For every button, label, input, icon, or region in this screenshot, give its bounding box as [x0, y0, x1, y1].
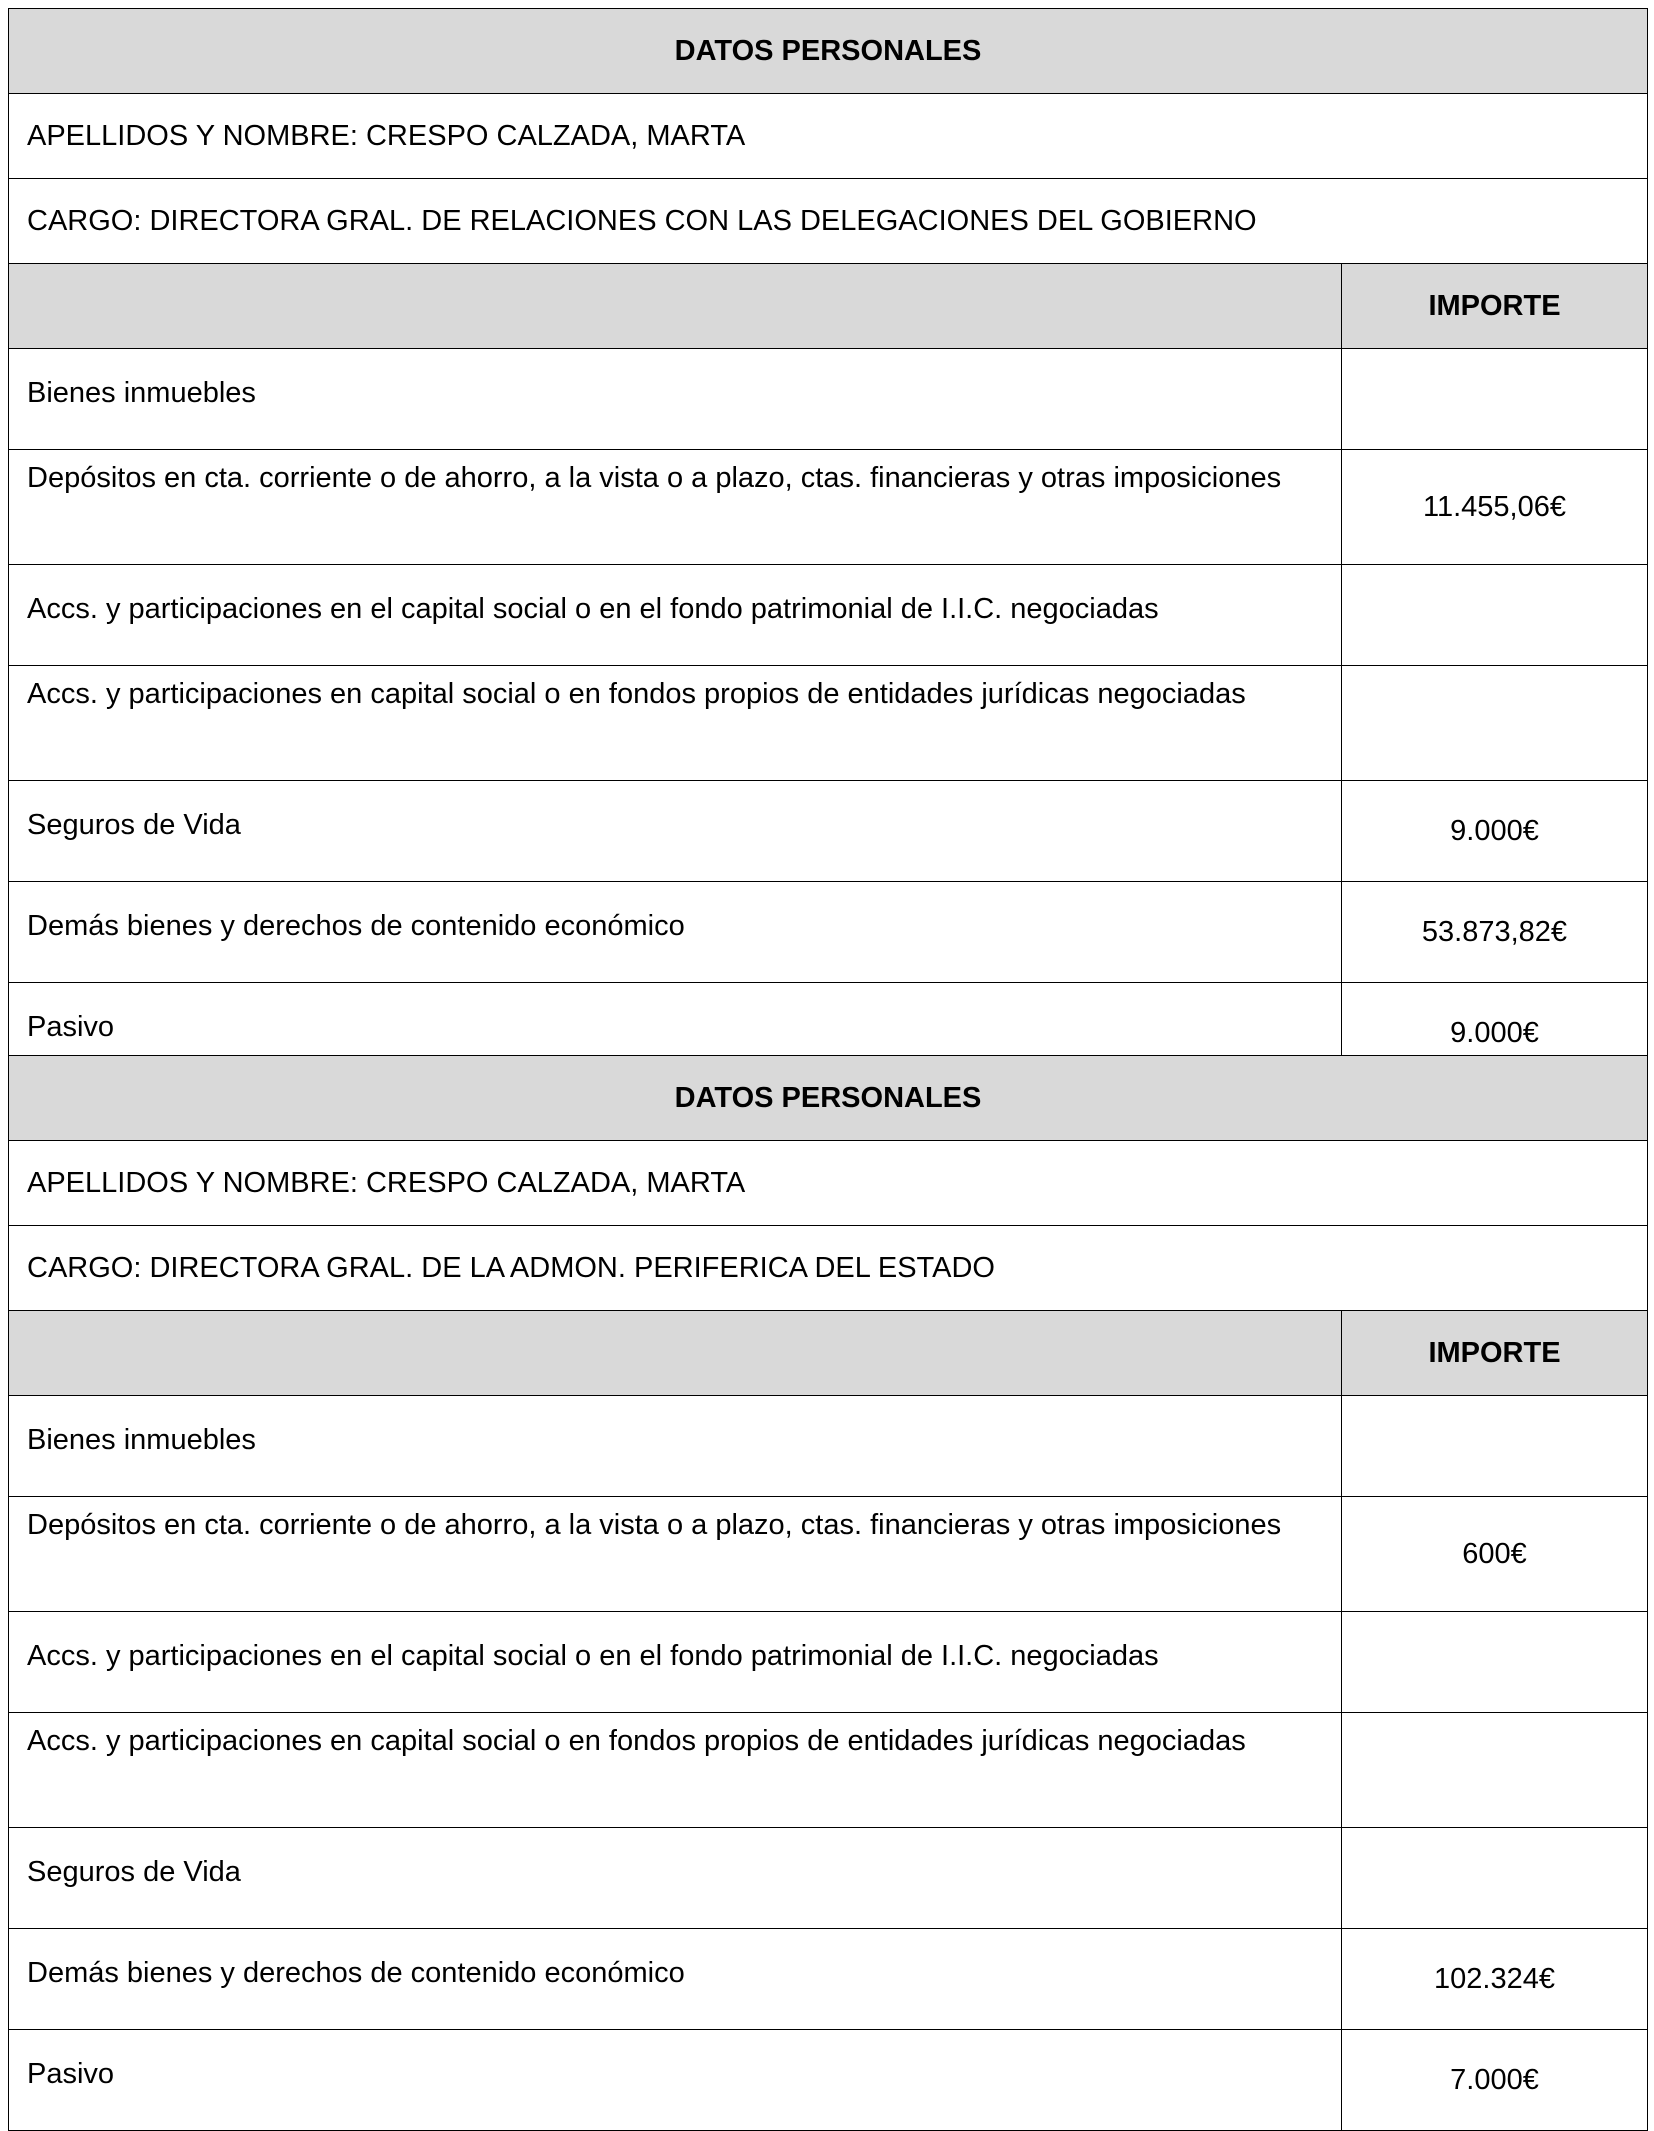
- asset-value-entity-shares: [1342, 1713, 1648, 1828]
- asset-label-real-estate: Bienes inmuebles: [9, 349, 1342, 450]
- asset-label-iic-shares: Accs. y participaciones en el capital social o en el fondo patrimonial de I.I.C. negociadas: [9, 1612, 1342, 1713]
- asset-label-liabilities: Pasivo: [9, 983, 1342, 1084]
- section-header: DATOS PERSONALES: [9, 1056, 1648, 1141]
- full-name: APELLIDOS Y NOMBRE: CRESPO CALZADA, MARTA: [9, 94, 1648, 179]
- amount-column-header: IMPORTE: [1342, 1311, 1648, 1396]
- asset-value-deposits: 11.455,06€: [1342, 450, 1648, 565]
- position-title: CARGO: DIRECTORA GRAL. DE RELACIONES CON LAS DELEGACIONES DEL GOBIERNO: [9, 179, 1648, 264]
- asset-label-deposits: Depósitos en cta. corriente o de ahorro, a la vista o a plazo, ctas. financieras y otras imposiciones: [9, 1497, 1342, 1612]
- asset-label-entity-shares: Accs. y participaciones en capital social o en fondos propios de entidades jurídicas negociadas: [9, 666, 1342, 781]
- asset-value-other-assets: 53.873,82€: [1342, 882, 1648, 983]
- asset-label-iic-shares: Accs. y participaciones en el capital social o en el fondo patrimonial de I.I.C. negociadas: [9, 565, 1342, 666]
- amount-column-header: IMPORTE: [1342, 264, 1648, 349]
- asset-label-entity-shares: Accs. y participaciones en capital social o en fondos propios de entidades jurídicas negociadas: [9, 1713, 1342, 1828]
- declaration-table-2: [8, 1055, 1648, 2131]
- asset-label-other-assets: Demás bienes y derechos de contenido económico: [9, 882, 1342, 983]
- asset-label-deposits: Depósitos en cta. corriente o de ahorro, a la vista o a plazo, ctas. financieras y otras imposiciones: [9, 450, 1342, 565]
- full-name: APELLIDOS Y NOMBRE: CRESPO CALZADA, MARTA: [9, 1141, 1648, 1226]
- asset-value-life-insurance: 9.000€: [1342, 781, 1648, 882]
- asset-value-liabilities: 7.000€: [1342, 2030, 1648, 2131]
- label-column-header: [9, 264, 1342, 349]
- asset-label-other-assets: Demás bienes y derechos de contenido económico: [9, 1929, 1342, 2030]
- asset-value-entity-shares: [1342, 666, 1648, 781]
- label-column-header: [9, 1311, 1342, 1396]
- section-header: DATOS PERSONALES: [9, 9, 1648, 94]
- asset-value-real-estate: [1342, 349, 1648, 450]
- asset-value-deposits: 600€: [1342, 1497, 1648, 1612]
- asset-label-real-estate: Bienes inmuebles: [9, 1396, 1342, 1497]
- asset-value-iic-shares: [1342, 565, 1648, 666]
- asset-value-iic-shares: [1342, 1612, 1648, 1713]
- asset-value-other-assets: 102.324€: [1342, 1929, 1648, 2030]
- asset-label-life-insurance: Seguros de Vida: [9, 1828, 1342, 1929]
- position-title: CARGO: DIRECTORA GRAL. DE LA ADMON. PERIFERICA DEL ESTADO: [9, 1226, 1648, 1311]
- asset-value-real-estate: [1342, 1396, 1648, 1497]
- asset-label-liabilities: Pasivo: [9, 2030, 1342, 2131]
- declaration-table-1: [8, 8, 1648, 1084]
- asset-value-life-insurance: [1342, 1828, 1648, 1929]
- asset-value-liabilities: 9.000€: [1342, 983, 1648, 1084]
- asset-label-life-insurance: Seguros de Vida: [9, 781, 1342, 882]
